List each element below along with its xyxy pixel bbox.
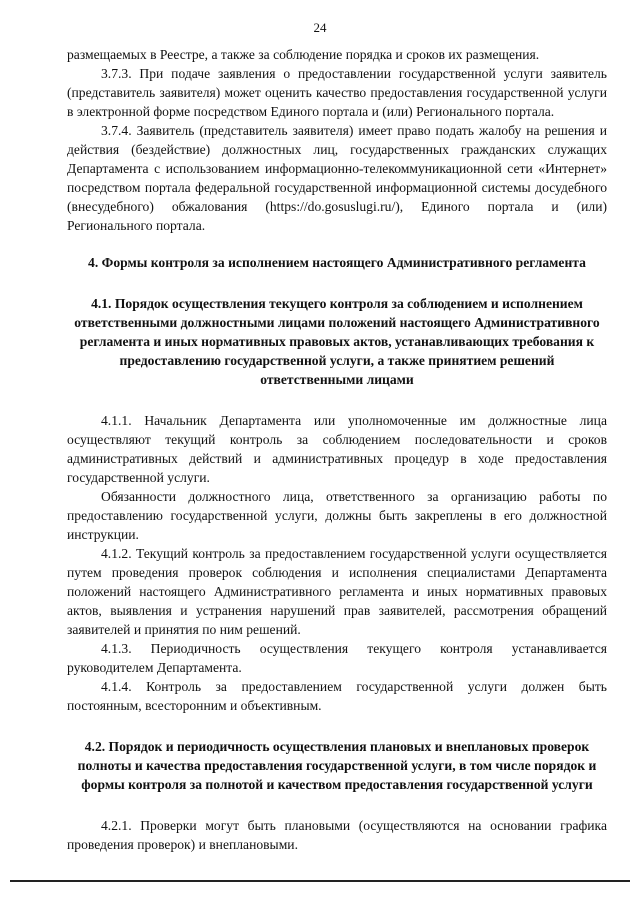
- paragraph-continuation: размещаемых в Реестре, а также за соблюдение порядка и сроков их размещения.: [67, 47, 540, 62]
- section-4-1-heading: 4.1. Порядок осуществления текущего контроля за соблюдением и исполнением ответственными должностными лицами положений настоящего Административного регламента и иных нормативных правовых актов, устанавливающих требования к предоставлению государственной услуги, а также принятием решений ответственными лицами: [74, 296, 600, 387]
- paragraph-4-1-1: 4.1.1. Начальник Департамента или уполномоченные им должностные лица осуществляют текущий контроль за соблюдением последовательности и сроков административных действий и административных процедур в ходе предоставления государственной услуги.: [67, 413, 607, 485]
- page-bottom-rule: [10, 880, 630, 882]
- section-4-2-heading: 4.2. Порядок и периодичность осуществления плановых и внеплановых проверок полноты и качества предоставления государственной услуги, в том числе порядок и формы контроля за полнотой и качеством предоставления государственной услуги: [77, 739, 597, 792]
- paragraph-4-1-4: 4.1.4. Контроль за предоставлением государственной услуги должен быть постоянным, всесторонним и объективным.: [67, 679, 607, 713]
- paragraph-3-7-4: 3.7.4. Заявитель (представитель заявителя) имеет право подать жалобу на решения и действия (бездействие) должностных лиц, государственных гражданских служащих Департамента с использованием информационно-телекоммуникационной сети «Интернет» посредством портала федеральной государственной информационной системы досудебного (внесудебного) обжалования (https://do.gosuslugi.ru/), Единого портала и (или) Регионального портала.: [67, 123, 607, 233]
- paragraph-4-1-3: 4.1.3. Периодичность осуществления текущего контроля устанавливается руководителем Департамента.: [67, 641, 607, 675]
- document-body: [67, 45, 607, 854]
- paragraph-4-2-1: 4.2.1. Проверки могут быть плановыми (осуществляются на основании графика проведения проверок) и внеплановыми.: [67, 818, 607, 852]
- page-number: 24: [313, 20, 327, 35]
- paragraph-3-7-3: 3.7.3. При подаче заявления о предоставлении государственной услуги заявитель (представитель заявителя) может оценить качество предоставления государственной услуги в электронной форме посредством Единого портала и (или) Регионального портала.: [67, 66, 607, 119]
- paragraph-duties: Обязанности должностного лица, ответственного за организацию работы по предоставлению государственной услуги, должны быть закреплены в его должностной инструкции.: [67, 489, 607, 542]
- paragraph-4-1-2: 4.1.2. Текущий контроль за предоставлением государственной услуги осуществляется путем проведения проверок соблюдения и исполнения специалистами Департамента положений настоящего Административного регламента и иных нормативных правовых актов, выявления и устранения нарушений прав заявителей, рассмотрения обращений заявителей и принятия по ним решений.: [67, 546, 607, 637]
- section-4-heading: 4. Формы контроля за исполнением настоящего Административного регламента: [88, 255, 586, 270]
